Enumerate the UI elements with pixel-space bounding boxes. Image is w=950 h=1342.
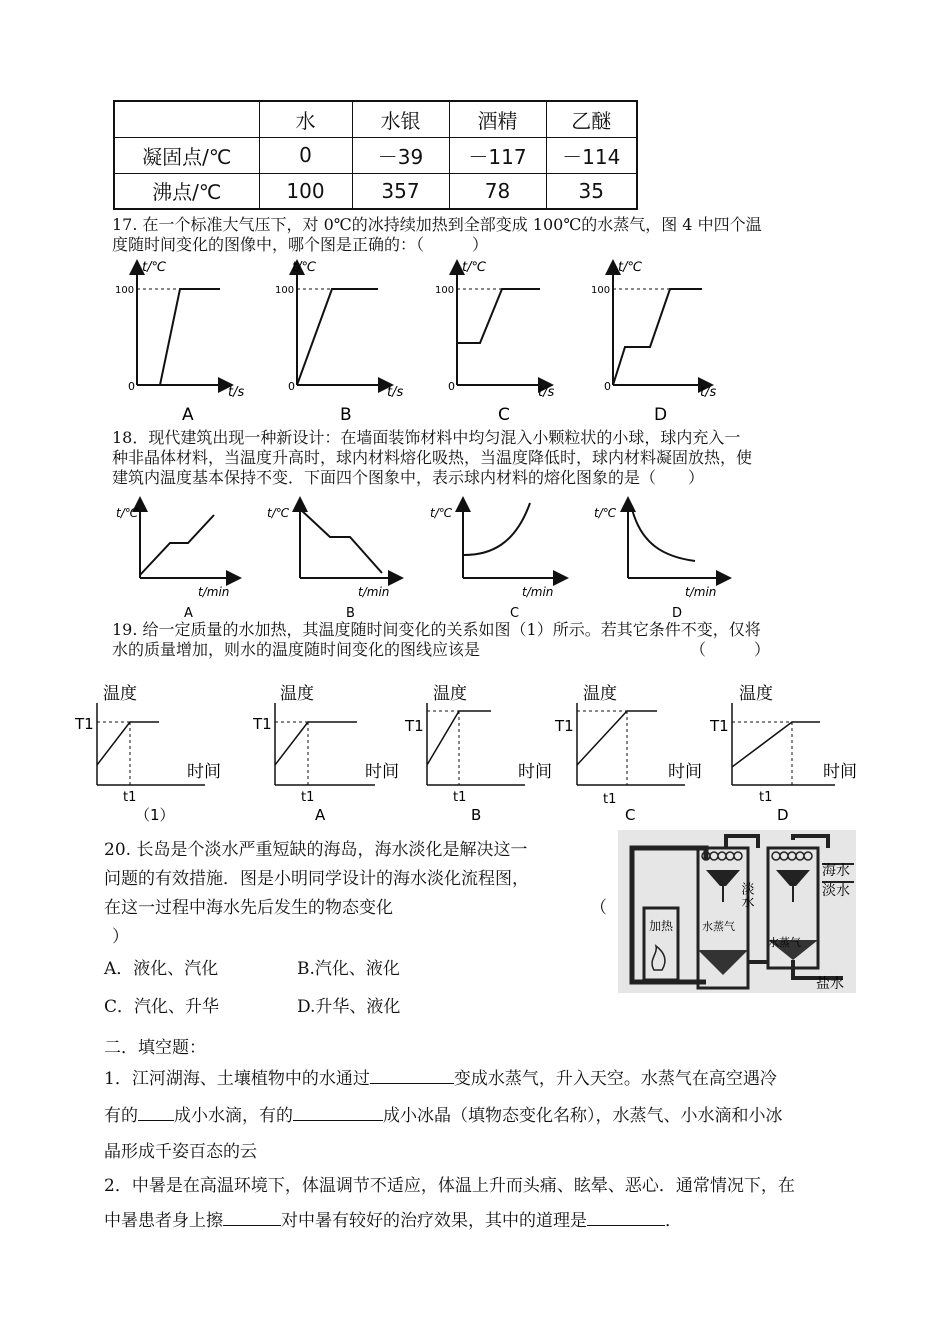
option-letter: B	[340, 405, 352, 425]
tick-label: T1	[253, 715, 272, 733]
axis-label: t/s	[387, 385, 404, 400]
tick-label: T1	[555, 717, 574, 735]
axis-label: 温度	[583, 684, 617, 704]
option-letter: A	[182, 405, 194, 425]
q19-paren: （ ）	[690, 640, 771, 659]
axis-label: 温度	[103, 684, 137, 704]
axis-label: t/s	[538, 385, 555, 400]
option-letter: C	[510, 606, 520, 621]
q20-paren-right: ）	[112, 927, 129, 947]
axis-label: t/℃	[430, 506, 453, 520]
axis-label: 时间	[823, 762, 857, 782]
properties-table	[113, 100, 638, 210]
table-cell: －114	[546, 137, 637, 173]
tick-label: t1	[123, 790, 137, 805]
axis-label: 温度	[280, 684, 314, 704]
q20-text-line3: 在这一过程中海水先后发生的物态变化	[104, 898, 393, 918]
option-letter: （1）	[135, 806, 175, 824]
fill-q1-text: 成小冰晶（填物态变化名称），水蒸气、小水滴和小冰	[383, 1106, 783, 1126]
table-cell: 0	[259, 137, 352, 173]
fill-q2-text: 对中暑有较好的治疗效果，其中的道理是	[281, 1211, 587, 1231]
q18-graph-d	[594, 500, 728, 621]
table-cell: 水银	[352, 101, 449, 137]
axis-label: t/min	[685, 585, 717, 599]
tick-label: t1	[759, 790, 773, 805]
fill-q1-text: 1．江河湖海、土壤植物中的水通过	[104, 1069, 370, 1089]
fill-q1-line1	[104, 1066, 777, 1092]
axis-label: t/min	[198, 585, 230, 599]
axis-label: t/℃	[142, 260, 167, 275]
q18-graph-a	[116, 500, 238, 621]
q20-text-line1: 20. 长岛是个淡水严重短缺的海岛，海水淡化是解决这一	[104, 840, 528, 860]
tick-label: 100	[435, 285, 455, 296]
q17-graph-d	[591, 260, 716, 425]
q19-graph-d	[709, 684, 857, 824]
q20-option-c: C．汽化、升华	[104, 997, 220, 1017]
fill-q1-text: 有的	[104, 1106, 138, 1126]
q17-graph-c	[435, 260, 554, 425]
option-letter: C	[625, 806, 636, 824]
q19-graph-1	[74, 684, 221, 824]
section-title: 二．填空题：	[104, 1038, 206, 1058]
axis-label: t/℃	[462, 260, 487, 275]
q17-text-line2: 度随时间变化的图像中，哪个图是正确的：（ ）	[112, 235, 489, 254]
fill-q2-line1: 2．中暑是在高温环境下，体温调节不适应，体温上升而头痛、眩晕、恶心．通常情况下，在	[104, 1176, 795, 1196]
label-steam: 水蒸气	[768, 936, 801, 949]
option-letter: D	[654, 405, 668, 425]
axis-label: 时间	[518, 762, 552, 782]
tick-label: t1	[301, 790, 315, 805]
option-letter: A	[184, 606, 193, 621]
table-cell: －117	[449, 137, 546, 173]
fill-q2-text: ．	[665, 1211, 682, 1231]
fill-q1-text: 变成水蒸气，升入天空。水蒸气在高空遇冷	[453, 1069, 777, 1089]
option-letter: C	[498, 405, 510, 425]
table-row	[114, 137, 637, 173]
option-letter: A	[315, 806, 326, 824]
axis-label: 温度	[739, 684, 773, 704]
table-cell: 357	[352, 173, 449, 209]
q18-graph-c	[430, 500, 565, 621]
tick-label: 100	[115, 285, 135, 296]
q19-graph-b	[404, 684, 552, 824]
origin-label: 0	[128, 380, 135, 393]
q20-option-b: B.汽化、液化	[297, 959, 400, 979]
tick-label: T1	[405, 717, 424, 735]
table-cell: 100	[259, 173, 352, 209]
axis-label: t/min	[522, 585, 554, 599]
label-seawater: 海水	[822, 863, 850, 879]
q17-graph-b	[275, 260, 403, 425]
option-letter: D	[777, 806, 789, 824]
q19-text-line1: 19. 给一定质量的水加热，其温度随时间变化的关系如图（1）所示。若其它条件不变，仅将	[112, 620, 761, 639]
q19-text-line2: 水的质量增加，则水的温度随时间变化的图线应该是	[112, 640, 481, 659]
label-steam: 水蒸气	[702, 920, 735, 933]
answer-blank[interactable]	[370, 1066, 454, 1084]
fill-q1-text: 成小水滴，有的	[174, 1106, 293, 1126]
table-row	[114, 173, 637, 209]
axis-label: t/min	[358, 585, 390, 599]
axis-label: t/s	[700, 385, 717, 400]
table-cell: 水	[259, 101, 352, 137]
option-letter: B	[346, 606, 355, 621]
tick-label: t1	[603, 792, 617, 807]
table-cell: 酒精	[449, 101, 546, 137]
axis-label: 温度	[433, 684, 467, 704]
origin-label: 0	[448, 380, 455, 393]
q18-text-line2: 种非晶体材料，当温度升高时，球内材料熔化吸热，当温度降低时，球内材料凝固放热，使	[112, 448, 753, 467]
label-freshwater: 淡水	[738, 882, 754, 908]
tick-label: 100	[275, 285, 295, 296]
q20-option-d: D.升华、液化	[297, 997, 401, 1017]
q20-text-line2: 问题的有效措施．图是小明同学设计的海水淡化流程图，	[104, 869, 529, 889]
tick-label: T1	[710, 717, 729, 735]
axis-label: t/℃	[618, 260, 643, 275]
q19-graphs	[75, 675, 875, 830]
q17-text-line1: 17. 在一个标准大气压下，对 0℃的冰持续加热到全部变成 100℃的水蒸气，图 4 中四个温	[112, 215, 762, 234]
fill-q1-line3: 晶形成千姿百态的云	[104, 1142, 257, 1162]
axis-label: 时间	[668, 762, 702, 782]
desalination-diagram	[618, 830, 856, 993]
table-cell: －39	[352, 137, 449, 173]
q20-option-a: A．液化、汽化	[104, 959, 219, 979]
q19-graph-a	[252, 684, 399, 824]
fill-q1-line2	[104, 1103, 783, 1129]
q18-graph-b	[267, 500, 400, 621]
tick-label: 100	[591, 285, 611, 296]
fill-q2-line2	[104, 1208, 682, 1234]
axis-label: t/℃	[116, 506, 139, 520]
option-letter: B	[471, 806, 482, 824]
q17-graph-a	[115, 260, 244, 425]
table-cell: 78	[449, 173, 546, 209]
option-letter: D	[672, 606, 683, 621]
answer-blank[interactable]	[138, 1103, 174, 1121]
table-cell: 沸点/℃	[114, 173, 259, 209]
label-heat: 加热	[649, 919, 674, 933]
axis-label: 时间	[365, 762, 399, 782]
answer-blank[interactable]	[223, 1208, 281, 1226]
axis-label: 时间	[187, 762, 221, 782]
origin-label: 0	[288, 380, 295, 393]
q18-text-line1: 18．现代建筑出现一种新设计：在墙面装饰材料中均匀混入小颗粒状的小球，球内充入一	[112, 428, 741, 447]
axis-label: t/℃	[594, 506, 617, 520]
answer-blank[interactable]	[293, 1103, 383, 1121]
table-cell: 乙醚	[546, 101, 637, 137]
fill-q2-text: 中暑患者身上擦	[104, 1211, 223, 1231]
tick-label: T1	[75, 715, 94, 733]
table-cell: 凝固点/℃	[114, 137, 259, 173]
origin-label: 0	[604, 380, 611, 393]
label-freshwater: 淡水	[822, 883, 850, 899]
axis-label: t/℃	[292, 260, 317, 275]
table-cell: 35	[546, 173, 637, 209]
label-brine: 盐水	[816, 976, 844, 992]
table-header-row	[114, 101, 637, 137]
q19-graph-c	[554, 684, 702, 824]
axis-label: t/s	[228, 385, 245, 400]
q18-graphs	[110, 495, 750, 625]
tick-label: t1	[453, 790, 467, 805]
q20-paren-left: （	[590, 898, 607, 918]
q17-graphs	[110, 255, 730, 430]
table-cell	[114, 101, 259, 137]
q18-text-line3: 建筑内温度基本保持不变．下面四个图象中，表示球内材料的熔化图象的是（ ）	[112, 468, 705, 487]
answer-blank[interactable]	[587, 1208, 665, 1226]
axis-label: t/℃	[267, 506, 290, 520]
